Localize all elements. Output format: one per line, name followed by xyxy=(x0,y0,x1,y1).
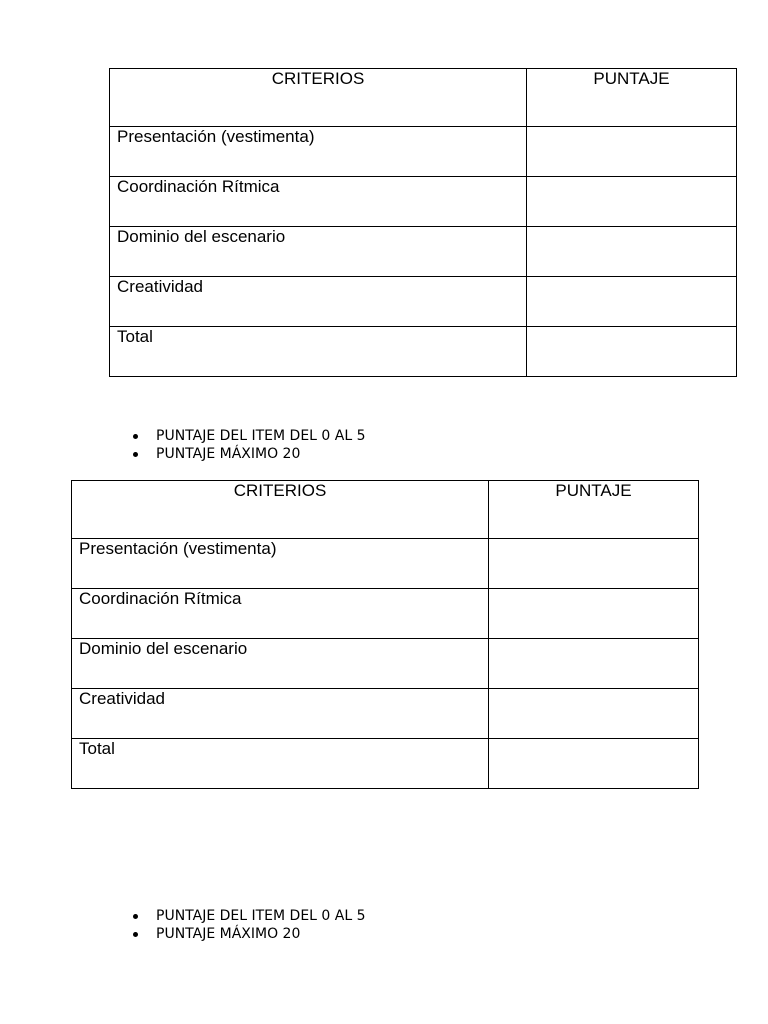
note-item: PUNTAJE DEL ITEM DEL 0 AL 5 xyxy=(131,427,366,445)
table-row xyxy=(110,327,737,377)
rubric-table-1 xyxy=(109,68,737,377)
score-cell xyxy=(489,689,699,739)
criterion-cell: Dominio del escenario xyxy=(72,639,489,689)
score-cell xyxy=(527,177,737,227)
criterion-cell: Coordinación Rítmica xyxy=(110,177,527,227)
table-row xyxy=(72,739,699,789)
table-row xyxy=(72,539,699,589)
score-cell xyxy=(527,127,737,177)
table-row xyxy=(110,277,737,327)
table-header-row xyxy=(110,69,737,127)
score-header: PUNTAJE xyxy=(489,481,699,539)
score-cell xyxy=(489,639,699,689)
criterion-cell: Coordinación Rítmica xyxy=(72,589,489,639)
scoring-notes-2 xyxy=(131,907,366,943)
criterion-cell: Creatividad xyxy=(72,689,489,739)
note-item: PUNTAJE MÁXIMO 20 xyxy=(131,925,366,943)
criterion-cell: Creatividad xyxy=(110,277,527,327)
criterion-cell: Presentación (vestimenta) xyxy=(72,539,489,589)
score-cell xyxy=(489,539,699,589)
criteria-header: CRITERIOS xyxy=(72,481,489,539)
criterion-cell: Presentación (vestimenta) xyxy=(110,127,527,177)
note-item: PUNTAJE MÁXIMO 20 xyxy=(131,445,366,463)
criterion-cell: Dominio del escenario xyxy=(110,227,527,277)
table-row xyxy=(72,689,699,739)
table-row xyxy=(110,127,737,177)
table-row xyxy=(72,639,699,689)
score-cell xyxy=(489,589,699,639)
criterion-cell: Total xyxy=(110,327,527,377)
table-row xyxy=(72,589,699,639)
scoring-notes-1 xyxy=(131,427,366,463)
score-cell xyxy=(527,327,737,377)
table-row xyxy=(110,177,737,227)
criteria-header: CRITERIOS xyxy=(110,69,527,127)
table-header-row xyxy=(72,481,699,539)
rubric-table-2 xyxy=(71,480,699,789)
score-cell xyxy=(527,277,737,327)
score-cell xyxy=(527,227,737,277)
score-cell xyxy=(489,739,699,789)
table-row xyxy=(110,227,737,277)
score-header: PUNTAJE xyxy=(527,69,737,127)
note-item: PUNTAJE DEL ITEM DEL 0 AL 5 xyxy=(131,907,366,925)
criterion-cell: Total xyxy=(72,739,489,789)
